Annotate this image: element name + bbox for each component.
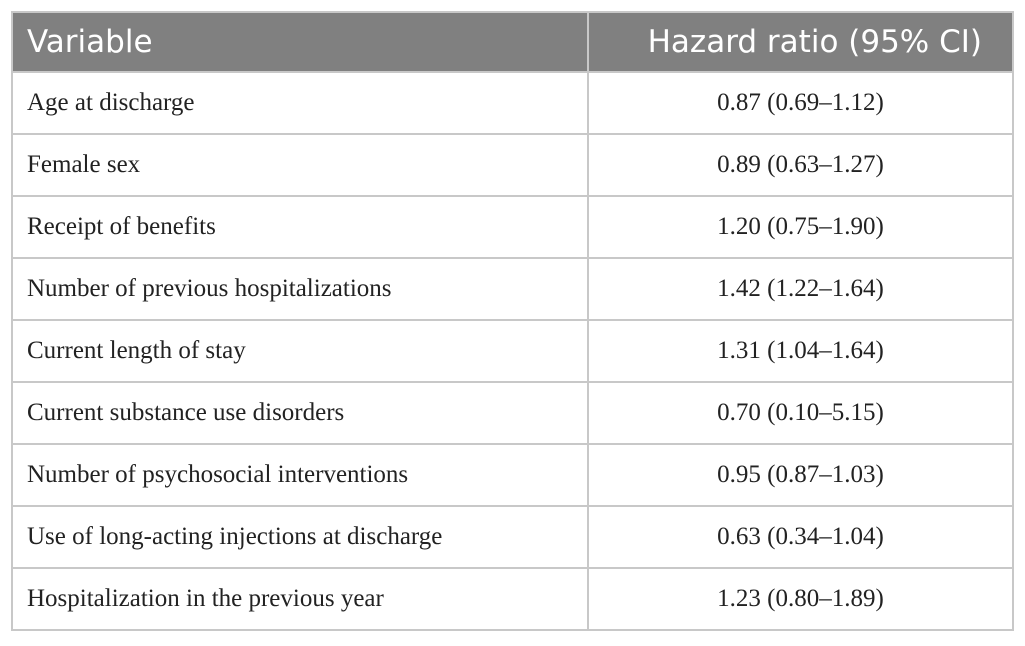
table-row bbox=[12, 72, 1013, 134]
hazard-ratio-table bbox=[11, 11, 1014, 631]
table-row bbox=[12, 320, 1013, 382]
hazard-ratio-cell: 0.70 (0.10–5.15) bbox=[588, 382, 1013, 444]
hazard-ratio-cell: 1.20 (0.75–1.90) bbox=[588, 196, 1013, 258]
table-body bbox=[12, 72, 1013, 630]
hazard-ratio-cell: 0.95 (0.87–1.03) bbox=[588, 444, 1013, 506]
variable-cell: Receipt of benefits bbox=[12, 196, 588, 258]
header-row bbox=[12, 12, 1013, 72]
hazard-ratio-cell: 0.63 (0.34–1.04) bbox=[588, 506, 1013, 568]
hazard-ratio-cell: 1.42 (1.22–1.64) bbox=[588, 258, 1013, 320]
table-row bbox=[12, 444, 1013, 506]
table-header bbox=[12, 12, 1013, 72]
hazard-ratio-cell: 0.89 (0.63–1.27) bbox=[588, 134, 1013, 196]
table-row bbox=[12, 506, 1013, 568]
variable-cell: Current substance use disorders bbox=[12, 382, 588, 444]
hazard-ratio-table-container bbox=[11, 11, 1012, 631]
hazard-ratio-cell: 1.31 (1.04–1.64) bbox=[588, 320, 1013, 382]
table-row bbox=[12, 258, 1013, 320]
table-row bbox=[12, 196, 1013, 258]
variable-cell: Number of previous hospitalizations bbox=[12, 258, 588, 320]
hazard-ratio-cell: 1.23 (0.80–1.89) bbox=[588, 568, 1013, 630]
variable-cell: Use of long-acting injections at discharge bbox=[12, 506, 588, 568]
table-row bbox=[12, 568, 1013, 630]
variable-cell: Age at discharge bbox=[12, 72, 588, 134]
variable-cell: Current length of stay bbox=[12, 320, 588, 382]
variable-cell: Hospitalization in the previous year bbox=[12, 568, 588, 630]
table-row bbox=[12, 134, 1013, 196]
variable-cell: Female sex bbox=[12, 134, 588, 196]
table-row bbox=[12, 382, 1013, 444]
column-header-hazard-ratio: Hazard ratio (95% CI) bbox=[588, 12, 1013, 72]
hazard-ratio-cell: 0.87 (0.69–1.12) bbox=[588, 72, 1013, 134]
column-header-variable: Variable bbox=[12, 12, 588, 72]
variable-cell: Number of psychosocial interventions bbox=[12, 444, 588, 506]
